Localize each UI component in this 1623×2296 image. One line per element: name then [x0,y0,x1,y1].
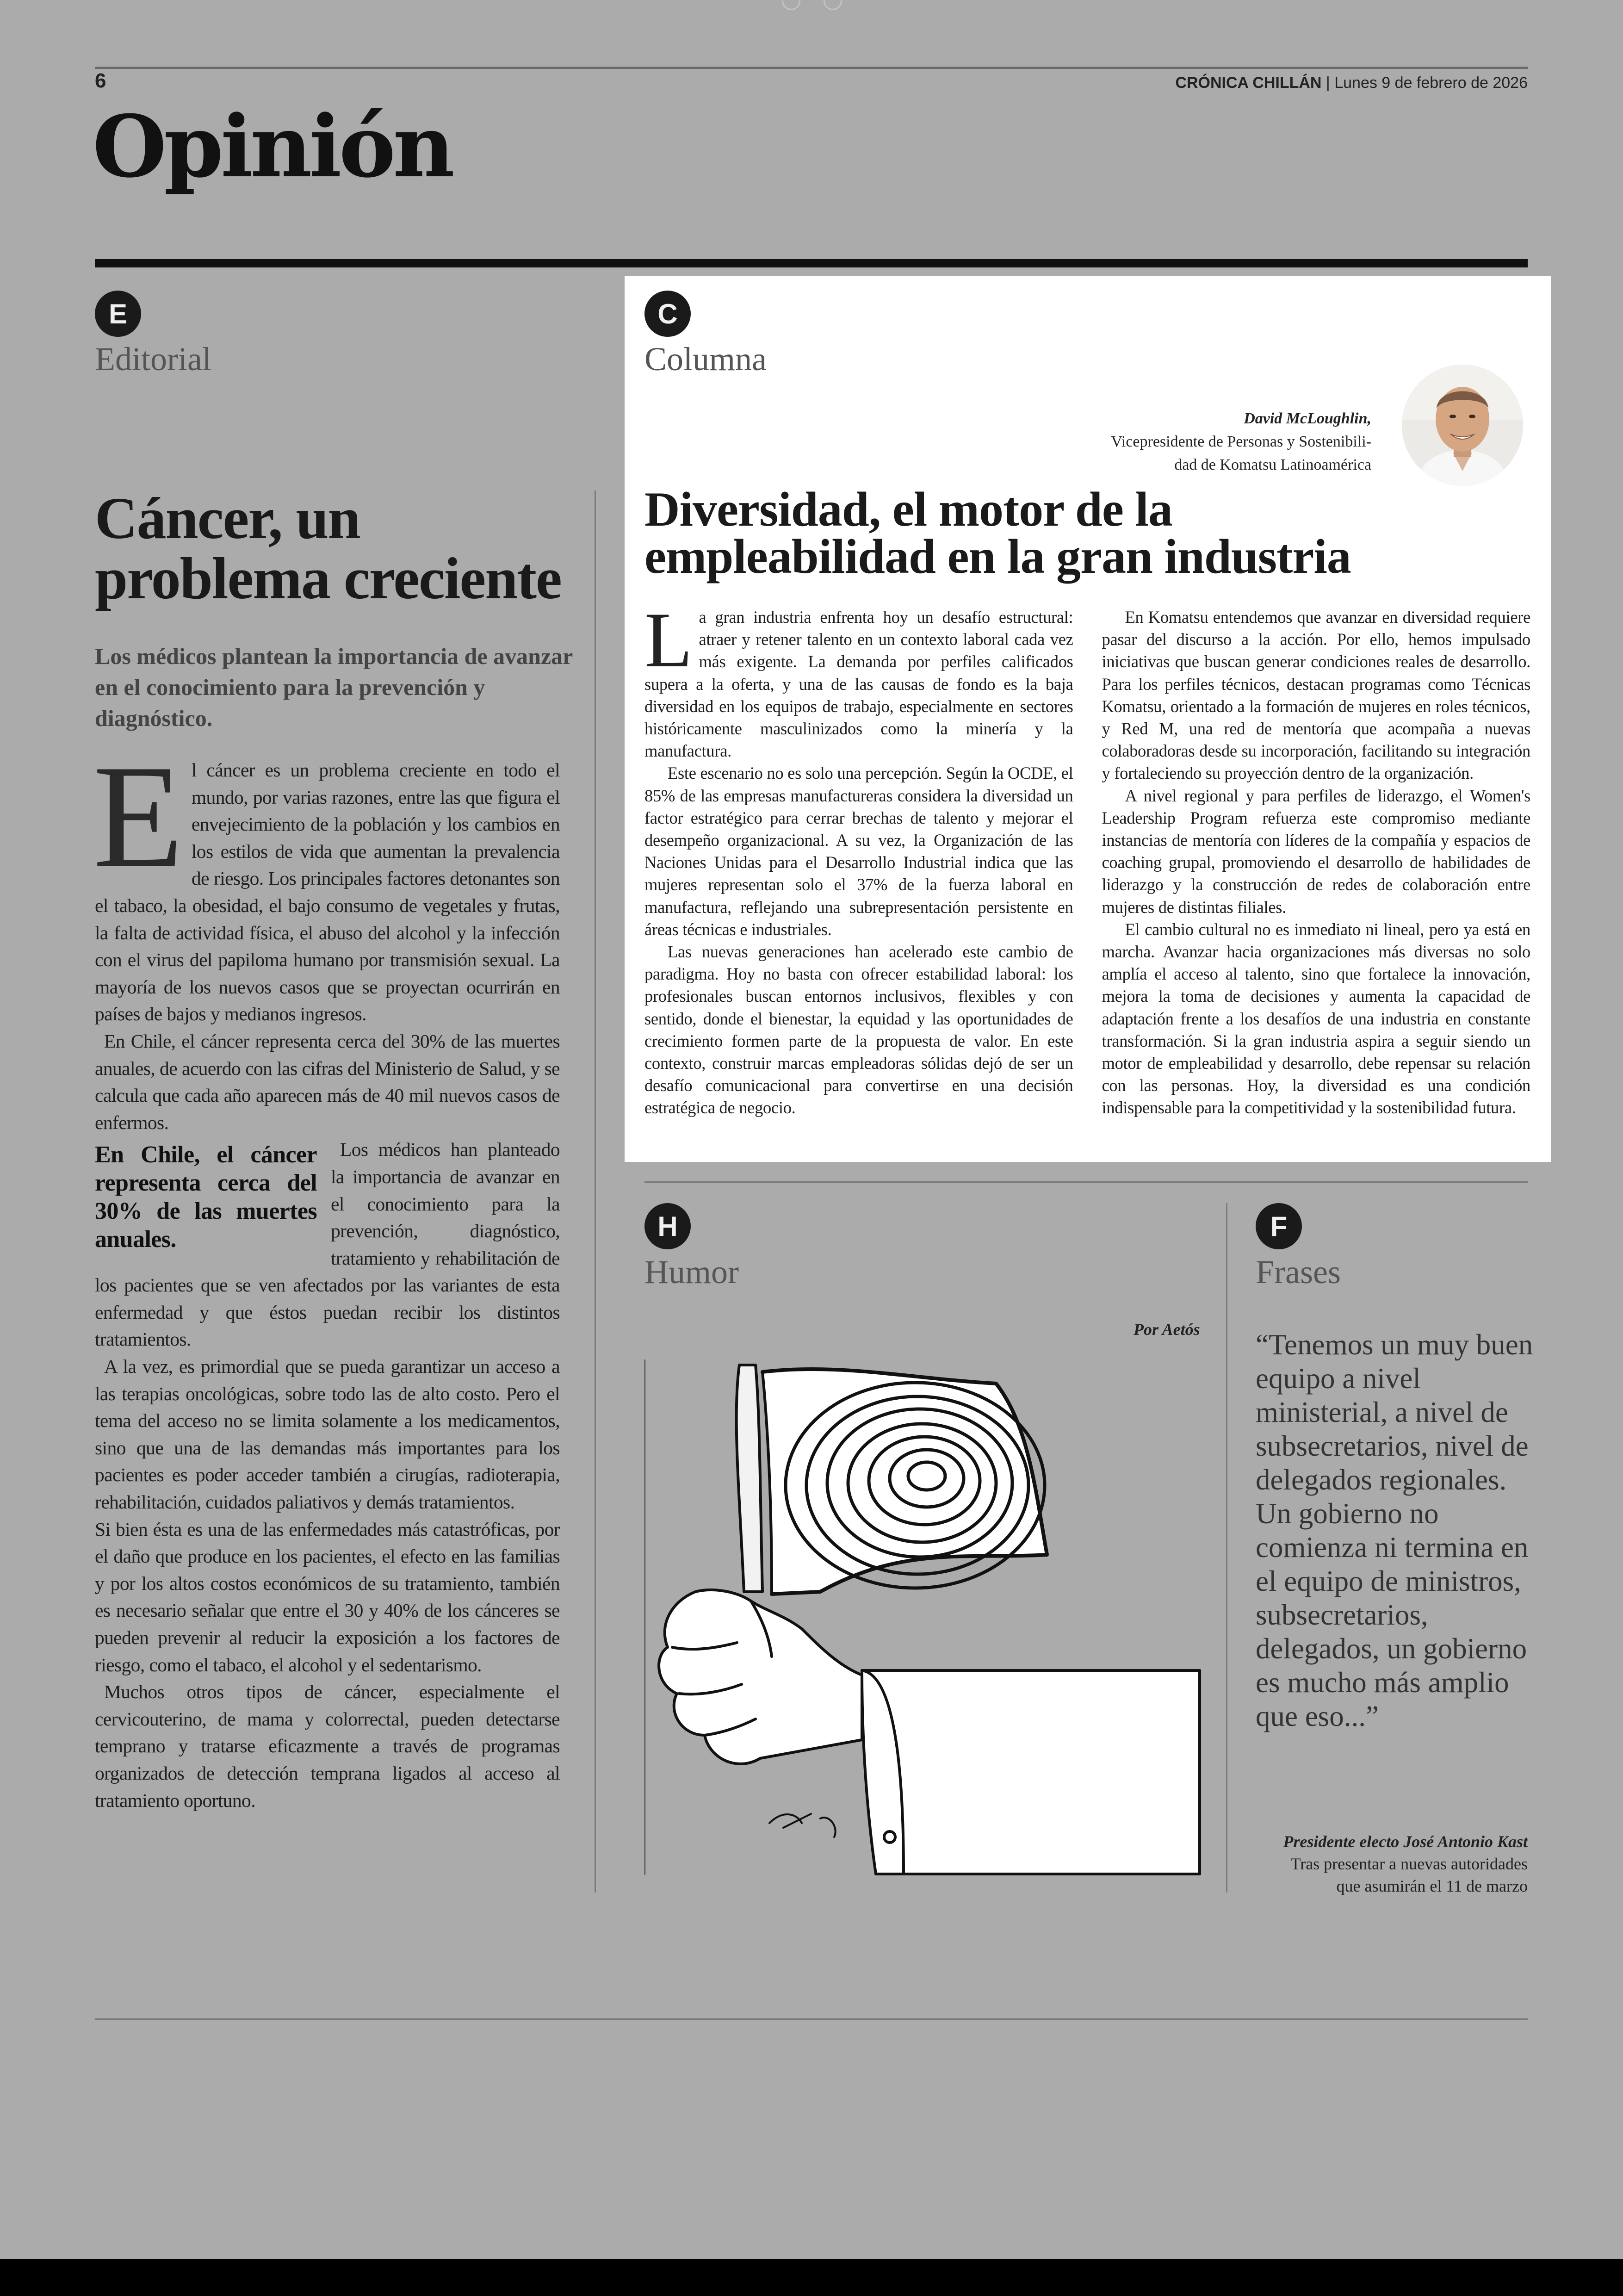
column-body [644,596,1530,1143]
editorial-paragraph: En Chile, el cáncer representa cerca del 30% de las muertes anuales. Los médicos han planteado la importancia de avanzar en el conocimiento para la prevención, diagnóstico, tratamiento y rehabilitación de los pacientes que se ven afectados por las variantes de esta enfermedad y que éstos puedan recibir los distintos tratamientos. [95,1139,560,1350]
humor-badge: H [644,1203,691,1249]
editorial-dropcap: E [93,735,183,899]
editorial-paragraph: En Chile, el cáncer representa cerca del 30% de las muertes anuales, de acuerdo con las cifras del Ministerio de Salud, y se calcula que cada año aparecen más de 40 mil nuevos casos de enfermos. [95,1030,560,1133]
frases-kicker: Frases [1256,1253,1341,1291]
column-paragraph: En Komatsu entendemos que avanzar en diversidad requiere pasar del discurso a la acción. Por ello, hemos impulsado iniciativas que buscan generar condiciones reales de desarrollo. Para los perfiles técnicos, destacan programas como Técnicas Komatsu, orientado a la formación de mujeres en roles técnicos, y Red M, una red de mentoría que acompaña a nuevas colaboradoras desde su incorporación, facilitando su integración y fortaleciendo su proyección dentro de la organización. [1102,608,1530,783]
column-paragraph: La gran industria enfrenta hoy un desafío estructural: atraer y retener talento en un contexto laboral cada vez más exigente. La demanda por perfiles calificados supera a la oferta, y una de las causas de fondo es la baja diversidad en los equipos de trabajo, especialmente en sectores históricamente masculinizados como la minería y la manufactura. [644,596,1073,761]
frases-quote: “Tenemos un muy buen equipo a nivel ministerial, a nivel de subsecretarios, nivel de delegados regionales. Un gobierno no comienza ni termina en el equipo de ministros, subsecretarios, delegados, un gobierno es mucho más amplio que eso...” [1256,1328,1533,1732]
fingerprint-flag-cartoon [644,1351,1204,1893]
publication-name: CRÓNICA CHILLÁN [1175,74,1322,92]
column-author [1111,407,1371,477]
header-rule [95,67,1528,69]
author-photo [1402,365,1523,486]
editorial-pullquote: En Chile, el cáncer representa cerca del 30% de las muertes anuales. [95,1142,317,1253]
column-divider [1226,1203,1227,1893]
quote-attribution [1283,1831,1528,1897]
editorial-paragraph: Muchos otros tipos de cáncer, especialmente el cervicouterino, de mama y colorrectal, pueden detectarse temprano y tratarse eficazmente a través de programas organizados de detección temprana ligados al acceso al tratamiento oportuno. [95,1681,560,1811]
column-paragraph: Este escenario no es solo una percepción. Según la OCDE, el 85% de las empresas manufactureras considera la diversidad un factor estratégico para cerrar brechas de talento y mejorar el desempeño organizacional. A su vez, la Organización de las Naciones Unidas para el Desarrollo Industrial indica que las mujeres representan solo el 37% de la fuerza laboral en manufactura, reflejando una subrepresentación persistente en áreas técnicas e industriales. [644,763,1073,939]
column-divider [595,490,596,1893]
column-paragraph: Las nuevas generaciones han acelerado este cambio de paradigma. Hoy no basta con ofrecer estabilidad laboral: los profesionales buscan entornos inclusivos, flexibles y con sentido, donde el bienestar, la equidad y las oportunidades de crecimiento formen parte de la propuesta de valor. En este contexto, construir marcas empleadoras sólidas dejó de ser un desafío comunicacional para convertirse en una decisión estratégica de negocio. [644,942,1073,1117]
humor-kicker: Humor [644,1253,739,1291]
page-number: 6 [95,69,106,92]
masthead-separator: | [1326,74,1330,92]
editorial-paragraph: Si bien ésta es una de las enfermedades más catastróficas, por el daño que produce en los pacientes, el efecto en las familias y por los altos costos económicos de su tratamiento, también es necesario señalar que entre el 30 y 40% de los cánceres se pueden prevenir al reducir la exposición a los factores de riesgo, como el tabaco, el alcohol y el sedentarismo. [95,1518,560,1675]
frases-badge: F [1256,1203,1302,1249]
editorial-kicker: Editorial [95,341,211,378]
author-name: David McLoughlin, [1244,410,1371,427]
editorial-paragraph: El cáncer es un problema creciente en todo el mundo, por varias razones, entre las que figura el envejecimiento de la población y los cambios en los estilos de vida que aumentan la prevalencia de riesgo. Los principales factores detonantes son el tabaco, la obesidad, el bajo consumo de vegetales y frutas, la falta de actividad física, el abuso del alcohol y la infección con el virus del papiloma humano por transmisión sexual. La mayoría de los nuevos casos que se proyectan ocurrirán en países de bajos y medianos ingresos. [93,735,560,1025]
section-rule [644,1181,1528,1183]
page-next-icon[interactable] [824,0,842,10]
editorial-deck: Los médicos plantean la importancia de avanzar en el conocimiento para la prevención y diagnóstico. [95,643,573,731]
page-navigation [782,0,842,10]
page-prev-icon[interactable] [782,0,800,10]
masthead [1175,74,1528,92]
editorial-paragraph: A la vez, es primordial que se pueda garantizar un acceso a las terapias oncológicas, sobre todo las de alto costo. Pero el tema del acceso no se limita solamente a los medicamentos, sino que una de las demandas más importantes para los pacientes es poder acceder también a cirugías, radioterapia, rehabilitación, cuidados paliativos y demás tratamientos. [95,1356,560,1513]
editorial-headline: Cáncer, un problema creciente [95,485,561,611]
section-rule [95,259,1528,267]
column-paragraph: A nivel regional y para perfiles de liderazgo, el Women's Leadership Program refuerza este compromiso mediante instancias de mentoría con líderes de la compañía y espacios de coaching grupal, promoviendo el desarrollo de habilidades de liderazgo y la construcción de redes de colaboración entre mujeres de distintas filiales. [1102,786,1530,917]
author-role: Vicepresidente de Personas y Sostenibili- [1111,433,1371,450]
footer-rule [95,2018,1528,2020]
section-title: Opinión [93,97,452,197]
quote-context: que asumirán el 11 de marzo [1336,1877,1528,1895]
column-kicker: Columna [644,341,767,378]
editorial-badge: E [95,291,141,337]
issue-date: Lunes 9 de febrero de 2026 [1334,74,1528,92]
cartoon-credit: Por Aetós [1134,1320,1200,1339]
column-paragraph: El cambio cultural no es inmediato ni lineal, pero ya está en marcha. Avanzar hacia organizaciones más diversas no solo amplía el acceso al talento, sino que fortalece la innovación, mejora la toma de decisiones y aumenta la capacidad de adaptación frente a los desafíos de una industria en constante transformación. Si la gran industria aspira a seguir siendo un motor de empleabilidad y desarrollo, debe repensar su relación con las personas. Hoy, la diversidad es una condición indispensable para la competitividad y la sostenibilidad futura. [1102,919,1530,1117]
footer-bar [0,2259,1623,2296]
editorial-body [93,735,560,1814]
column-badge: C [644,291,691,337]
column-dropcap: L [644,596,693,683]
quote-context: Tras presentar a nuevas autoridades [1290,1855,1528,1873]
author-role: dad de Komatsu Latinoamérica [1174,456,1371,473]
column-headline: Diversidad, el motor de la empleabilidad en la gran industria [644,482,1351,583]
quote-author-name: Presidente electo José Antonio Kast [1283,1832,1528,1851]
